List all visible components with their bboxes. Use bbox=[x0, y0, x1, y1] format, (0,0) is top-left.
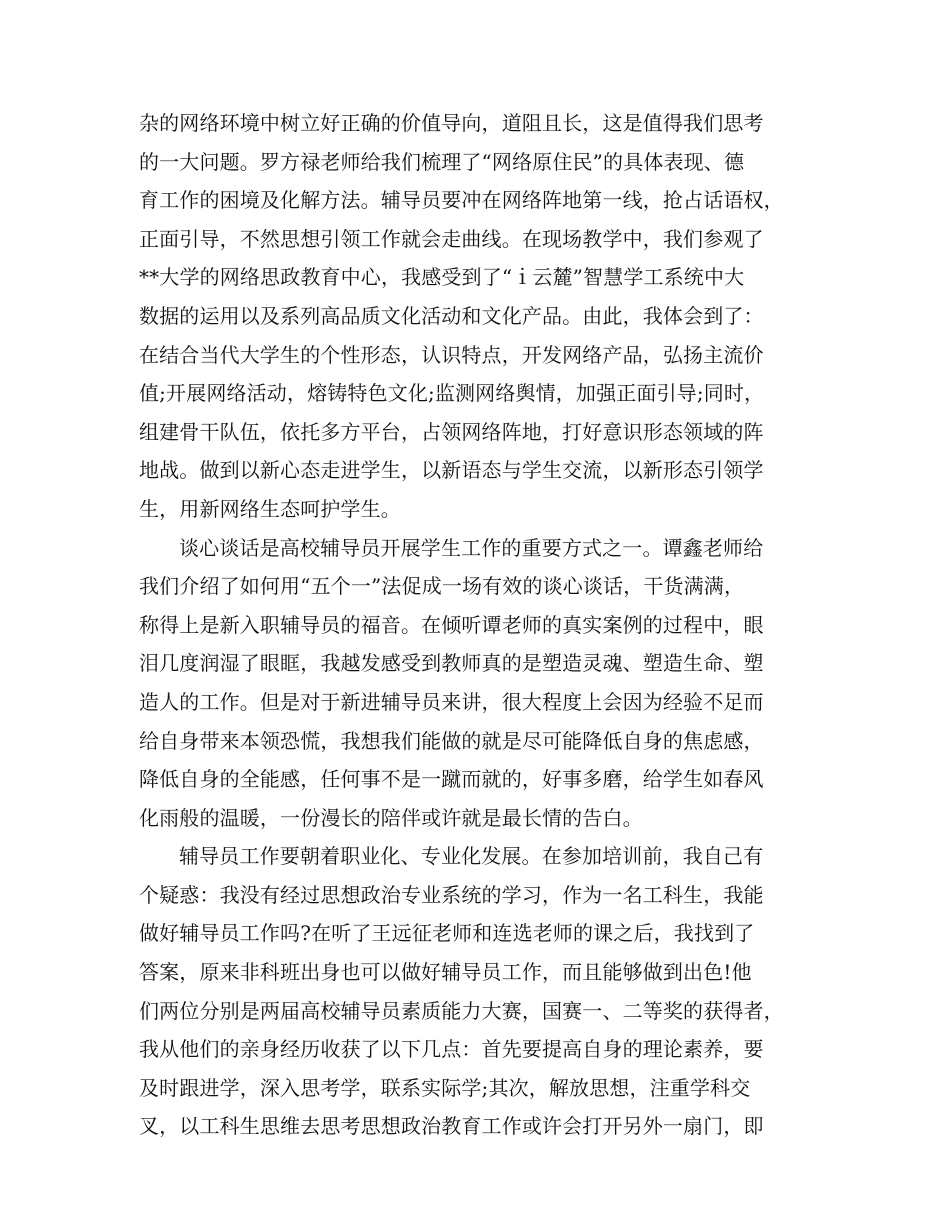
text-line: 降低自身的全能感，任何事不是一蹴而就的，好事多磨，给学生如春风 bbox=[139, 767, 764, 792]
text-line: 生，用新网络生态呵护学生。 bbox=[139, 496, 401, 521]
paragraph-2 bbox=[139, 529, 811, 838]
text-line: 答案，原来非科班出身也可以做好辅导员工作，而且能够做到出色!他 bbox=[139, 960, 752, 985]
text-line: 我从他们的亲身经历收获了以下几点：首先要提高自身的理论素养，要 bbox=[139, 1037, 764, 1062]
text-line: 地战。做到以新心态走进学生，以新语态与学生交流，以新形态引领学 bbox=[139, 458, 764, 483]
text-line: **大学的网络思政教育中心，我感受到了“ｉ云麓”智慧学工系统中大 bbox=[139, 265, 745, 290]
text-line: 个疑惑：我没有经过思想政治专业系统的学习，作为一名工科生，我能 bbox=[139, 882, 764, 907]
text-line: 化雨般的温暖，一份漫长的陪伴或许就是最长情的告白。 bbox=[139, 805, 643, 830]
text-line: 在结合当代大学生的个性形态，认识特点，开发网络产品，弘扬主流价 bbox=[139, 342, 764, 367]
text-line-indented: 辅导员工作要朝着职业化、专业化发展。在参加培训前，我自己有 bbox=[179, 844, 764, 869]
text-line: 育工作的困境及化解方法。辅导员要冲在网络阵地第一线，抢占话语权， bbox=[139, 188, 784, 213]
paragraph-1 bbox=[139, 104, 811, 529]
text-line: 值;开展网络活动，熔铸特色文化;监测网络舆情，加强正面引导;同时， bbox=[139, 381, 765, 406]
text-line: 我们介绍了如何用“五个一”法促成一场有效的谈心谈话，干货满满， bbox=[139, 574, 745, 599]
text-line: 数据的运用以及系列高品质文化活动和文化产品。由此，我体会到了： bbox=[139, 303, 764, 328]
text-line: 及时跟进学，深入思考学，联系实际学;其次，解放思想，注重学科交 bbox=[139, 1075, 751, 1100]
text-line: 给自身带来本领恐慌，我想我们能做的就是尽可能降低自身的焦虑感， bbox=[139, 728, 764, 753]
text-line: 正面引导，不然思想引领工作就会走曲线。在现场教学中，我们参观了 bbox=[139, 226, 764, 251]
text-line: 组建骨干队伍，依托多方平台，占领网络阵地，打好意识形态领域的阵 bbox=[139, 419, 764, 444]
text-line: 做好辅导员工作吗?在听了王远征老师和连选老师的课之后，我找到了 bbox=[139, 921, 755, 946]
text-line-indented: 谈心谈话是高校辅导员开展学生工作的重要方式之一。谭鑫老师给 bbox=[179, 535, 764, 560]
text-line: 们两位分别是两届高校辅导员素质能力大赛，国赛一、二等奖的获得者， bbox=[139, 998, 784, 1023]
text-line: 的一大问题。罗方禄老师给我们梳理了“网络原住民”的具体表现、德 bbox=[139, 149, 745, 174]
body-text bbox=[139, 104, 811, 1146]
text-line: 泪几度润湿了眼眶，我越发感受到教师真的是塑造灵魂、塑造生命、塑 bbox=[139, 651, 764, 676]
text-line: 杂的网络环境中树立好正确的价值导向，道阻且长，这是值得我们思考 bbox=[139, 111, 764, 135]
text-line: 造人的工作。但是对于新进辅导员来讲，很大程度上会因为经验不足而 bbox=[139, 689, 764, 714]
paragraph-3 bbox=[139, 837, 811, 1146]
text-line: 叉，以工科生思维去思考思想政治教育工作或许会打开另外一扇门，即 bbox=[139, 1114, 764, 1139]
text-line: 称得上是新入职辅导员的福音。在倾听谭老师的真实案例的过程中，眼 bbox=[139, 612, 764, 637]
